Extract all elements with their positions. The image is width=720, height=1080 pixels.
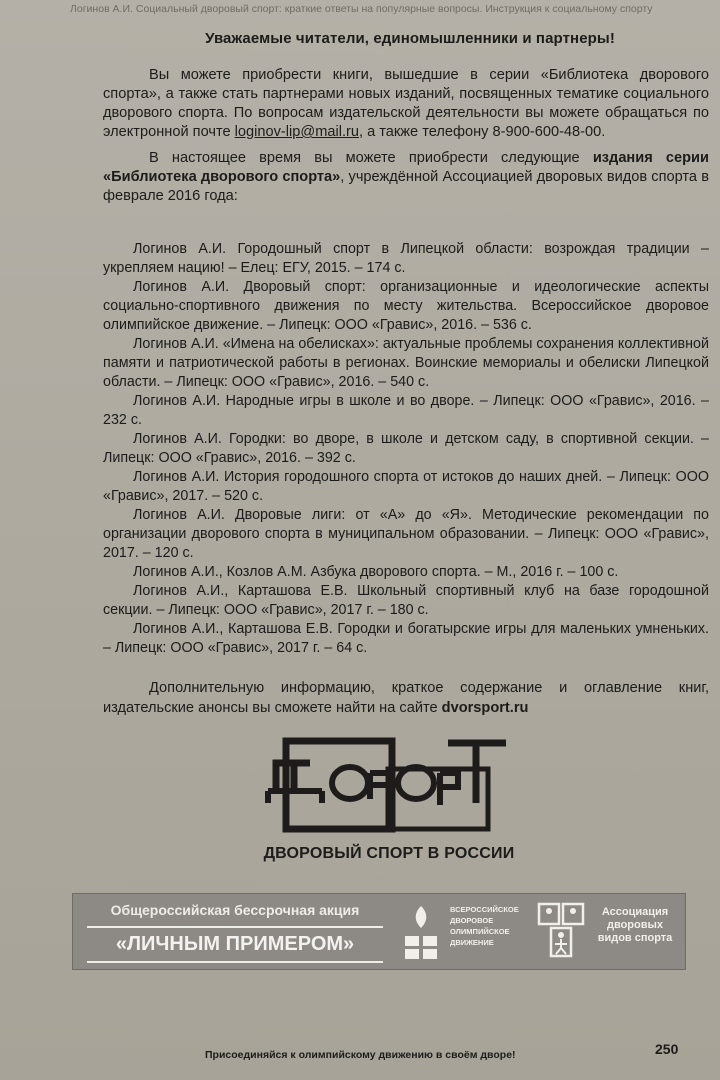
book-entry: Логинов А.И., Карташова Е.В. Городки и богатырские игры для маленьких умненьких. – Липецк: ООО «Гравис», 2017 г. – 64 с.: [103, 621, 709, 656]
book-entry: Логинов А.И. Дворовые лиги: от «А» до «Я». Методические рекомендации по организации дворового спорта в муниципальном образовании. – Липецк: ООО «Гравис», 2017. – 120 с.: [103, 507, 709, 561]
book-entry: Логинов А.И. Городошный спорт в Липецкой области: возрождая традиции – укрепляем нацию! – Елец: ЕГУ, 2015. – 174 с.: [103, 241, 709, 276]
association-line: дворовых: [606, 919, 664, 931]
book-entry: Логинов А.И. Народные игры в школе и во дворе. – Липецк: ООО «Гравис», 2016. – 232 с.: [103, 393, 709, 428]
book-entry: Логинов А.И. История городошного спорта от истоков до наших дней. – Липецк: ООО «Гравис», 2017. – 520 с.: [103, 469, 709, 504]
book-list: [103, 240, 709, 658]
book-entry: Логинов А.И. Дворовый спорт: организационные и идеологические аспекты социально-спортивного движения по месту жительства. Всероссийское дворовое олимпийское движение. – Липецк: ООО «Гравис», 2016. – 536 с.: [103, 279, 709, 333]
olympic-line: ДВИЖЕНИЕ: [450, 938, 494, 947]
association-line: видов спорта: [597, 932, 673, 944]
outro-text: [103, 679, 709, 718]
olympic-line: ОЛИМПИЙСКОЕ: [450, 927, 510, 936]
series-title: издания серии «Библиотека дворового спорта»: [103, 150, 709, 185]
footer-slogan: Присоединяйся к олимпийскому движению в своём дворе!: [205, 1049, 516, 1061]
intro-paragraph-1: [103, 66, 709, 142]
association-label: [589, 906, 681, 945]
olympic-line: ДВОРОВОЕ: [450, 916, 494, 925]
email-link[interactable]: loginov-lip@mail.ru: [234, 124, 359, 140]
intro-text: [103, 66, 709, 206]
association-line: Ассоциация: [601, 906, 669, 918]
outro-sentence: Дополнительную информацию, краткое содержание и оглавление книг, издательские анонсы вы сможете найти на сайте: [103, 680, 709, 716]
olympic-movement-label: [450, 904, 540, 948]
association-emblem-icon: [537, 902, 585, 958]
banner-top-line: Общероссийская бессрочная акция: [110, 902, 360, 918]
intro-paragraph-2: [103, 149, 709, 206]
running-head: Логинов А.И. Социальный дворовый спорт: краткие ответы на популярные вопросы. Инструкция к социальному спорту: [70, 3, 653, 15]
intro-p1-end: , а также телефону 8-900-600-48-00.: [358, 124, 606, 140]
outro-paragraph: [103, 679, 709, 718]
olympic-line: ВСЕРОССИЙСКОЕ: [450, 905, 519, 914]
site-link[interactable]: dvorsport.ru: [441, 699, 529, 716]
banner-main-line: «ЛИЧНЫМ ПРИМЕРОМ»: [87, 926, 383, 963]
page-heading: Уважаемые читатели, единомышленники и партнеры!: [205, 30, 615, 47]
logo-caption: ДВОРОВЫЙ СПОРТ В РОССИИ: [263, 845, 515, 862]
book-entry: Логинов А.И., Карташова Е.В. Школьный спортивный клуб на базе городошной секции. – Липецк: ООО «Гравис», 2017 г. – 180 с.: [103, 583, 709, 618]
intro-p2-start: В настоящее время вы можете приобрести следующие: [149, 150, 593, 166]
intro-p2-end: , учреждённой Ассоциацией дворовых видов спорта в феврале 2016 года:: [103, 169, 709, 204]
olympic-flame-icon: [401, 902, 441, 962]
page-number: 250: [655, 1041, 679, 1057]
campaign-banner: [72, 893, 686, 970]
book-entry: Логинов А.И. Городки: во дворе, в школе и детском саду, в спортивной секции. – Липецк: ООО «Гравис», 2016. – 392 с.: [103, 431, 709, 466]
intro-p1-start: Вы можете приобрести книги, вышедшие в серии «Библиотека дворового спорта», а также стать партнерами новых изданий, посвященных тематике социального дворового спорта. По вопросам издательской деятельности вы можете обращаться по электронной почте: [103, 67, 709, 140]
book-entry: Логинов А.И. «Имена на обелисках»: актуальные проблемы сохранения коллективной памяти и патриотической работы в регионах. Воинские мемориалы и обелиски Липецкой области. – Липецк: ООО «Гравис», 2016. – 540 с.: [103, 336, 709, 390]
book-entry: Логинов А.И., Козлов А.М. Азбука дворового спорта. – М., 2016 г. – 100 с.: [133, 564, 619, 580]
